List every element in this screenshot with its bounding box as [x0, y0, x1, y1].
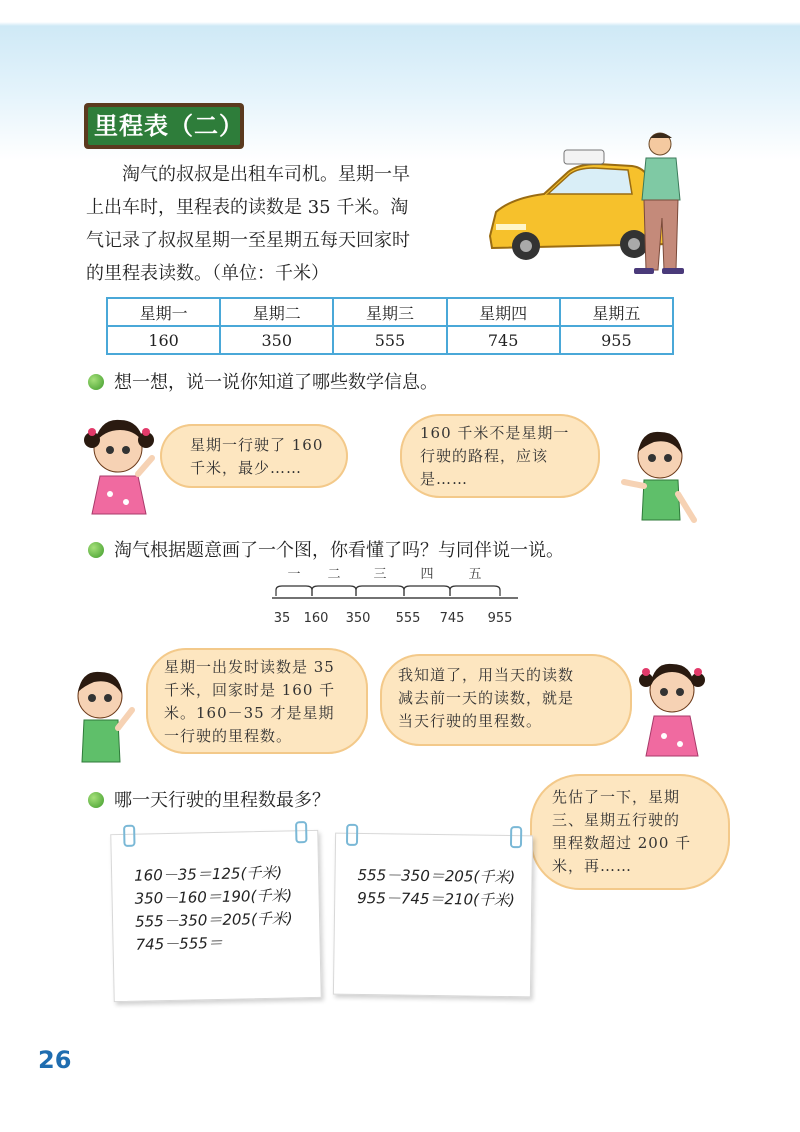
speech-bubble	[146, 648, 368, 754]
mileage-number-line	[272, 562, 522, 632]
bubble-line: 三、星期五行驶的	[552, 811, 681, 829]
page-number: 26	[38, 1046, 72, 1074]
boy-character	[60, 664, 142, 772]
bubble-line: 米。160－35 才是星期	[164, 704, 335, 722]
day-label: 四	[420, 567, 434, 582]
tick-label: 955	[487, 611, 513, 626]
calc-line: 955－745＝210(千米)	[357, 888, 515, 910]
calc-line: 350－160＝190(千米)	[134, 886, 293, 908]
bubble-line: 米，再……	[552, 857, 633, 875]
day-label: 三	[373, 567, 387, 582]
calc-line: 555－350＝205(千米)	[134, 909, 293, 931]
table-header-row	[107, 298, 673, 326]
day-label: 五	[468, 567, 482, 582]
bubble-line: 当天行驶的里程数。	[398, 712, 543, 730]
bubble-line: 星期一行驶了 160	[190, 436, 324, 454]
calc-line: 745－555＝	[135, 933, 224, 954]
day-label: 二	[327, 567, 341, 582]
speech-bubble	[400, 414, 600, 498]
bubble-line: 一行驶的里程数。	[164, 727, 293, 745]
bubble-line: 行驶的路程，应该	[420, 447, 549, 465]
table-cell: 955	[560, 326, 673, 354]
table-cell: 160	[107, 326, 220, 354]
table-header-cell: 星期五	[560, 298, 673, 326]
question-3	[88, 786, 330, 812]
bubble-line: 减去前一天的读数，就是	[398, 689, 575, 707]
question-1	[88, 368, 438, 394]
table-cell: 350	[220, 326, 333, 354]
calculation-note-right	[333, 833, 533, 998]
green-dot-icon	[88, 792, 104, 808]
table-cell: 555	[333, 326, 446, 354]
tick-label: 350	[345, 611, 371, 626]
table-cell: 745	[447, 326, 560, 354]
bubble-line: 千米，最少……	[190, 459, 303, 477]
intro-line: 的里程表读数。（单位：千米）	[86, 263, 329, 284]
calc-line: 160－35＝125(千米)	[133, 863, 283, 885]
girl-character	[80, 414, 162, 524]
lesson-title-plate	[84, 103, 244, 149]
intro-line: 气记录了叔叔星期一至星期五每天回家时	[86, 230, 410, 251]
table-header-cell: 星期三	[333, 298, 446, 326]
question-2	[88, 536, 564, 562]
table-header-cell: 星期四	[447, 298, 560, 326]
bubble-line: 是……	[420, 470, 469, 488]
paper-clip-icon	[510, 826, 522, 848]
taxi-driver-illustration	[482, 128, 692, 280]
question-text: 想一想，说一说你知道了哪些数学信息。	[114, 372, 438, 393]
bubble-line: 星期一出发时读数是 35	[164, 658, 335, 676]
tick-label: 160	[303, 611, 329, 626]
calculation-note-left	[110, 830, 321, 1002]
green-dot-icon	[88, 374, 104, 390]
day-label: 一	[287, 567, 301, 582]
bubble-line: 里程数超过 200 千	[552, 834, 692, 852]
intro-paragraph	[86, 158, 478, 290]
green-dot-icon	[88, 542, 104, 558]
question-text: 哪一天行驶的里程数最多？	[114, 790, 330, 811]
intro-line: 上出车时，里程表的读数是 35 千米。淘	[86, 197, 409, 218]
table-row	[107, 326, 673, 354]
tick-label: 35	[273, 611, 291, 626]
speech-bubble	[530, 774, 730, 890]
lesson-title: 里程表（二）	[88, 107, 240, 145]
boy-character	[618, 424, 698, 532]
speech-bubble	[160, 424, 348, 488]
mileage-table	[106, 297, 674, 355]
girl-character	[632, 656, 712, 766]
tick-label: 745	[439, 611, 465, 626]
bubble-line: 160 千米不是星期一	[420, 424, 570, 442]
question-text: 淘气根据题意画了一个图，你看懂了吗？与同伴说一说。	[114, 540, 564, 561]
paper-clip-icon	[346, 824, 358, 846]
bubble-line: 先估了一下，星期	[552, 788, 681, 806]
calc-line: 555－350＝205(千米)	[357, 865, 516, 887]
bubble-line: 我知道了，用当天的读数	[398, 666, 575, 684]
intro-line: 淘气的叔叔是出租车司机。星期一早	[122, 164, 410, 185]
paper-clip-icon	[295, 821, 307, 843]
speech-bubble	[380, 654, 632, 746]
paper-clip-icon	[123, 825, 135, 847]
bubble-line: 千米，回家时是 160 千	[164, 681, 336, 699]
table-header-cell: 星期二	[220, 298, 333, 326]
tick-label: 555	[395, 611, 421, 626]
table-header-cell: 星期一	[107, 298, 220, 326]
